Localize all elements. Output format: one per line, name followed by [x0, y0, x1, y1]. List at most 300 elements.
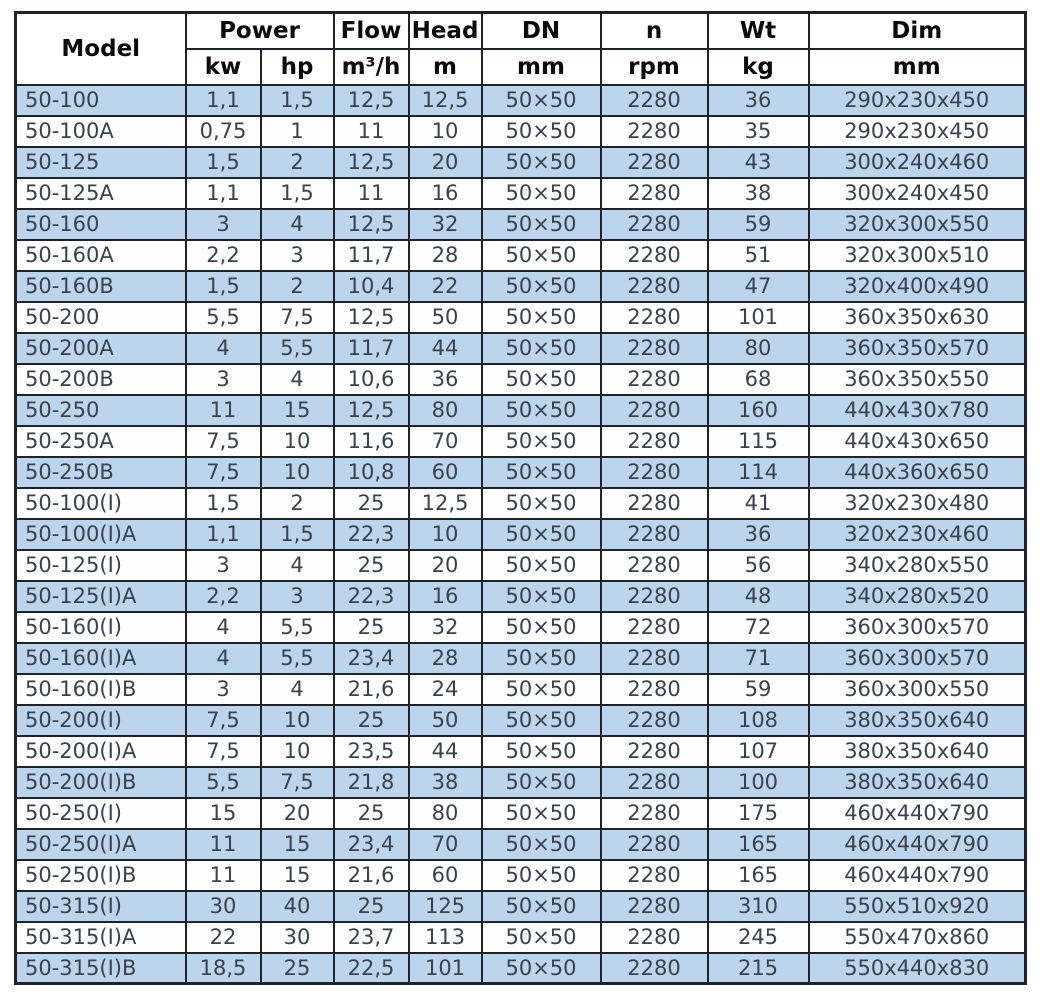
- dim-cell: 360x300x550: [809, 674, 1026, 705]
- power-hp-cell: 1: [261, 116, 334, 147]
- power-kw-cell: 1,1: [186, 519, 261, 550]
- model-cell: 50-250(I)B: [16, 860, 186, 891]
- power-kw-cell: 3: [186, 209, 261, 240]
- wt-cell: 47: [708, 271, 809, 302]
- rpm-cell: 2280: [601, 395, 708, 426]
- power-kw-cell: 2,2: [186, 581, 261, 612]
- table-row: [16, 302, 1026, 333]
- head-cell: 80: [409, 395, 482, 426]
- model-cell: 50-160(I)A: [16, 643, 186, 674]
- model-cell: 50-200A: [16, 333, 186, 364]
- power-hp-cell: 1,5: [261, 85, 334, 116]
- head-cell: 10: [409, 519, 482, 550]
- dn-cell: 50×50: [482, 767, 601, 798]
- flow-cell: 22,3: [334, 519, 409, 550]
- dim-cell: 550x470x860: [809, 922, 1026, 953]
- wt-cell: 114: [708, 457, 809, 488]
- head-cell: 24: [409, 674, 482, 705]
- head-cell: 22: [409, 271, 482, 302]
- table-header: [16, 13, 1026, 85]
- power-kw-cell: 5,5: [186, 767, 261, 798]
- col-header-n: n: [601, 13, 708, 49]
- head-cell: 60: [409, 457, 482, 488]
- rpm-cell: 2280: [601, 426, 708, 457]
- power-hp-cell: 2: [261, 271, 334, 302]
- power-kw-cell: 3: [186, 674, 261, 705]
- dn-cell: 50×50: [482, 488, 601, 519]
- rpm-cell: 2280: [601, 271, 708, 302]
- dim-cell: 550x510x920: [809, 891, 1026, 922]
- col-unit-flow: m³/h: [334, 49, 409, 85]
- power-hp-cell: 5,5: [261, 643, 334, 674]
- power-kw-cell: 22: [186, 922, 261, 953]
- power-hp-cell: 10: [261, 426, 334, 457]
- wt-cell: 245: [708, 922, 809, 953]
- col-header-power: Power: [186, 13, 334, 49]
- wt-cell: 71: [708, 643, 809, 674]
- model-cell: 50-250B: [16, 457, 186, 488]
- dim-cell: 440x430x650: [809, 426, 1026, 457]
- head-cell: 36: [409, 364, 482, 395]
- wt-cell: 175: [708, 798, 809, 829]
- table-row: [16, 426, 1026, 457]
- rpm-cell: 2280: [601, 209, 708, 240]
- table-row: [16, 178, 1026, 209]
- dim-cell: 340x280x550: [809, 550, 1026, 581]
- dim-cell: 290x230x450: [809, 116, 1026, 147]
- dn-cell: 50×50: [482, 178, 601, 209]
- table-row: [16, 85, 1026, 116]
- dn-cell: 50×50: [482, 85, 601, 116]
- power-kw-cell: 1,5: [186, 488, 261, 519]
- model-cell: 50-200(I)A: [16, 736, 186, 767]
- rpm-cell: 2280: [601, 364, 708, 395]
- power-kw-cell: 11: [186, 829, 261, 860]
- col-header-head: Head: [409, 13, 482, 49]
- power-kw-cell: 1,1: [186, 85, 261, 116]
- col-header-dim: Dim: [809, 13, 1026, 49]
- flow-cell: 25: [334, 798, 409, 829]
- wt-cell: 59: [708, 209, 809, 240]
- table-row: [16, 116, 1026, 147]
- head-cell: 70: [409, 829, 482, 860]
- flow-cell: 23,5: [334, 736, 409, 767]
- model-cell: 50-125: [16, 147, 186, 178]
- dn-cell: 50×50: [482, 829, 601, 860]
- dim-cell: 360x300x570: [809, 612, 1026, 643]
- flow-cell: 12,5: [334, 395, 409, 426]
- dim-cell: 320x230x460: [809, 519, 1026, 550]
- table-row: [16, 829, 1026, 860]
- flow-cell: 25: [334, 705, 409, 736]
- wt-cell: 72: [708, 612, 809, 643]
- power-kw-cell: 5,5: [186, 302, 261, 333]
- flow-cell: 11: [334, 178, 409, 209]
- wt-cell: 80: [708, 333, 809, 364]
- model-cell: 50-250(I)A: [16, 829, 186, 860]
- wt-cell: 215: [708, 953, 809, 984]
- rpm-cell: 2280: [601, 85, 708, 116]
- dn-cell: 50×50: [482, 674, 601, 705]
- model-cell: 50-160: [16, 209, 186, 240]
- flow-cell: 22,5: [334, 953, 409, 984]
- dn-cell: 50×50: [482, 581, 601, 612]
- dn-cell: 50×50: [482, 302, 601, 333]
- flow-cell: 23,7: [334, 922, 409, 953]
- model-cell: 50-160B: [16, 271, 186, 302]
- model-cell: 50-200(I): [16, 705, 186, 736]
- dim-cell: 380x350x640: [809, 767, 1026, 798]
- rpm-cell: 2280: [601, 674, 708, 705]
- wt-cell: 100: [708, 767, 809, 798]
- wt-cell: 310: [708, 891, 809, 922]
- power-kw-cell: 7,5: [186, 705, 261, 736]
- dn-cell: 50×50: [482, 953, 601, 984]
- rpm-cell: 2280: [601, 240, 708, 271]
- flow-cell: 12,5: [334, 209, 409, 240]
- model-cell: 50-200: [16, 302, 186, 333]
- dn-cell: 50×50: [482, 364, 601, 395]
- head-cell: 113: [409, 922, 482, 953]
- rpm-cell: 2280: [601, 302, 708, 333]
- wt-cell: 165: [708, 860, 809, 891]
- flow-cell: 23,4: [334, 643, 409, 674]
- power-hp-cell: 4: [261, 209, 334, 240]
- model-cell: 50-200(I)B: [16, 767, 186, 798]
- power-kw-cell: 4: [186, 643, 261, 674]
- table-row: [16, 240, 1026, 271]
- flow-cell: 10,8: [334, 457, 409, 488]
- wt-cell: 38: [708, 178, 809, 209]
- model-cell: 50-200B: [16, 364, 186, 395]
- wt-cell: 107: [708, 736, 809, 767]
- header-row-titles: [16, 13, 1026, 49]
- rpm-cell: 2280: [601, 550, 708, 581]
- wt-cell: 35: [708, 116, 809, 147]
- wt-cell: 59: [708, 674, 809, 705]
- head-cell: 10: [409, 116, 482, 147]
- rpm-cell: 2280: [601, 891, 708, 922]
- wt-cell: 115: [708, 426, 809, 457]
- dim-cell: 460x440x790: [809, 860, 1026, 891]
- rpm-cell: 2280: [601, 457, 708, 488]
- flow-cell: 25: [334, 550, 409, 581]
- head-cell: 20: [409, 147, 482, 178]
- flow-cell: 10,6: [334, 364, 409, 395]
- flow-cell: 11,7: [334, 240, 409, 271]
- flow-cell: 21,6: [334, 860, 409, 891]
- rpm-cell: 2280: [601, 643, 708, 674]
- power-hp-cell: 7,5: [261, 302, 334, 333]
- head-cell: 44: [409, 736, 482, 767]
- table-body: [16, 85, 1026, 984]
- wt-cell: 51: [708, 240, 809, 271]
- col-unit-head: m: [409, 49, 482, 85]
- flow-cell: 12,5: [334, 302, 409, 333]
- power-kw-cell: 30: [186, 891, 261, 922]
- dn-cell: 50×50: [482, 426, 601, 457]
- model-cell: 50-315(I)B: [16, 953, 186, 984]
- col-header-model: Model: [16, 13, 186, 85]
- col-header-wt: Wt: [708, 13, 809, 49]
- flow-cell: 11,6: [334, 426, 409, 457]
- dim-cell: 460x440x790: [809, 829, 1026, 860]
- head-cell: 44: [409, 333, 482, 364]
- power-hp-cell: 3: [261, 240, 334, 271]
- power-hp-cell: 2: [261, 488, 334, 519]
- power-kw-cell: 3: [186, 550, 261, 581]
- wt-cell: 36: [708, 519, 809, 550]
- power-kw-cell: 4: [186, 333, 261, 364]
- col-unit-hp: hp: [261, 49, 334, 85]
- dim-cell: 360x350x550: [809, 364, 1026, 395]
- head-cell: 70: [409, 426, 482, 457]
- dn-cell: 50×50: [482, 116, 601, 147]
- power-hp-cell: 4: [261, 550, 334, 581]
- dim-cell: 340x280x520: [809, 581, 1026, 612]
- power-kw-cell: 3: [186, 364, 261, 395]
- dim-cell: 380x350x640: [809, 736, 1026, 767]
- wt-cell: 68: [708, 364, 809, 395]
- head-cell: 101: [409, 953, 482, 984]
- head-cell: 28: [409, 240, 482, 271]
- table-row: [16, 612, 1026, 643]
- model-cell: 50-250(I): [16, 798, 186, 829]
- head-cell: 16: [409, 581, 482, 612]
- table-row: [16, 364, 1026, 395]
- power-kw-cell: 0,75: [186, 116, 261, 147]
- dim-cell: 320x400x490: [809, 271, 1026, 302]
- power-hp-cell: 1,5: [261, 178, 334, 209]
- wt-cell: 165: [708, 829, 809, 860]
- dn-cell: 50×50: [482, 798, 601, 829]
- table-row: [16, 736, 1026, 767]
- model-cell: 50-125(I): [16, 550, 186, 581]
- model-cell: 50-100(I): [16, 488, 186, 519]
- power-hp-cell: 25: [261, 953, 334, 984]
- model-cell: 50-100: [16, 85, 186, 116]
- flow-cell: 23,4: [334, 829, 409, 860]
- power-kw-cell: 7,5: [186, 736, 261, 767]
- wt-cell: 41: [708, 488, 809, 519]
- table-row: [16, 271, 1026, 302]
- power-kw-cell: 1,1: [186, 178, 261, 209]
- dn-cell: 50×50: [482, 736, 601, 767]
- head-cell: 60: [409, 860, 482, 891]
- rpm-cell: 2280: [601, 767, 708, 798]
- power-hp-cell: 5,5: [261, 612, 334, 643]
- power-hp-cell: 15: [261, 395, 334, 426]
- power-hp-cell: 10: [261, 705, 334, 736]
- table-row: [16, 333, 1026, 364]
- head-cell: 16: [409, 178, 482, 209]
- table-row: [16, 922, 1026, 953]
- head-cell: 20: [409, 550, 482, 581]
- flow-cell: 21,6: [334, 674, 409, 705]
- dim-cell: 320x300x510: [809, 240, 1026, 271]
- model-cell: 50-250A: [16, 426, 186, 457]
- dim-cell: 300x240x450: [809, 178, 1026, 209]
- table-row: [16, 488, 1026, 519]
- power-hp-cell: 2: [261, 147, 334, 178]
- dn-cell: 50×50: [482, 271, 601, 302]
- dn-cell: 50×50: [482, 891, 601, 922]
- wt-cell: 43: [708, 147, 809, 178]
- model-cell: 50-125(I)A: [16, 581, 186, 612]
- power-hp-cell: 1,5: [261, 519, 334, 550]
- power-hp-cell: 10: [261, 736, 334, 767]
- col-unit-dim: mm: [809, 49, 1026, 85]
- wt-cell: 101: [708, 302, 809, 333]
- flow-cell: 12,5: [334, 85, 409, 116]
- rpm-cell: 2280: [601, 736, 708, 767]
- wt-cell: 108: [708, 705, 809, 736]
- dim-cell: 300x240x460: [809, 147, 1026, 178]
- dim-cell: 320x300x550: [809, 209, 1026, 240]
- head-cell: 28: [409, 643, 482, 674]
- pump-spec-table: [14, 11, 1027, 985]
- rpm-cell: 2280: [601, 860, 708, 891]
- table-row: [16, 457, 1026, 488]
- dn-cell: 50×50: [482, 457, 601, 488]
- power-kw-cell: 4: [186, 612, 261, 643]
- power-kw-cell: 2,2: [186, 240, 261, 271]
- rpm-cell: 2280: [601, 581, 708, 612]
- dn-cell: 50×50: [482, 333, 601, 364]
- model-cell: 50-315(I)A: [16, 922, 186, 953]
- flow-cell: 22,3: [334, 581, 409, 612]
- table-row: [16, 953, 1026, 984]
- power-kw-cell: 1,5: [186, 147, 261, 178]
- flow-cell: 11: [334, 116, 409, 147]
- rpm-cell: 2280: [601, 798, 708, 829]
- head-cell: 125: [409, 891, 482, 922]
- col-unit-n: rpm: [601, 49, 708, 85]
- rpm-cell: 2280: [601, 488, 708, 519]
- flow-cell: 10,4: [334, 271, 409, 302]
- dn-cell: 50×50: [482, 395, 601, 426]
- table-row: [16, 550, 1026, 581]
- col-unit-dn: mm: [482, 49, 601, 85]
- power-hp-cell: 3: [261, 581, 334, 612]
- dim-cell: 320x230x480: [809, 488, 1026, 519]
- rpm-cell: 2280: [601, 953, 708, 984]
- rpm-cell: 2280: [601, 147, 708, 178]
- dim-cell: 360x350x630: [809, 302, 1026, 333]
- wt-cell: 56: [708, 550, 809, 581]
- head-cell: 32: [409, 209, 482, 240]
- head-cell: 50: [409, 302, 482, 333]
- power-hp-cell: 4: [261, 364, 334, 395]
- dn-cell: 50×50: [482, 705, 601, 736]
- table-row: [16, 395, 1026, 426]
- dn-cell: 50×50: [482, 612, 601, 643]
- model-cell: 50-160(I)B: [16, 674, 186, 705]
- table-row: [16, 798, 1026, 829]
- model-cell: 50-125A: [16, 178, 186, 209]
- power-kw-cell: 1,5: [186, 271, 261, 302]
- flow-cell: 21,8: [334, 767, 409, 798]
- dim-cell: 460x440x790: [809, 798, 1026, 829]
- table-row: [16, 147, 1026, 178]
- model-cell: 50-315(I): [16, 891, 186, 922]
- table-row: [16, 860, 1026, 891]
- power-hp-cell: 5,5: [261, 333, 334, 364]
- flow-cell: 25: [334, 891, 409, 922]
- head-cell: 12,5: [409, 85, 482, 116]
- rpm-cell: 2280: [601, 612, 708, 643]
- head-cell: 50: [409, 705, 482, 736]
- rpm-cell: 2280: [601, 922, 708, 953]
- power-kw-cell: 15: [186, 798, 261, 829]
- flow-cell: 11,7: [334, 333, 409, 364]
- dn-cell: 50×50: [482, 643, 601, 674]
- dim-cell: 360x350x570: [809, 333, 1026, 364]
- col-unit-kw: kw: [186, 49, 261, 85]
- wt-cell: 48: [708, 581, 809, 612]
- power-kw-cell: 7,5: [186, 426, 261, 457]
- power-hp-cell: 15: [261, 829, 334, 860]
- table-row: [16, 767, 1026, 798]
- col-unit-wt: kg: [708, 49, 809, 85]
- rpm-cell: 2280: [601, 178, 708, 209]
- col-header-flow: Flow: [334, 13, 409, 49]
- table-row: [16, 891, 1026, 922]
- model-cell: 50-250: [16, 395, 186, 426]
- table-row: [16, 705, 1026, 736]
- table-row: [16, 581, 1026, 612]
- head-cell: 80: [409, 798, 482, 829]
- dn-cell: 50×50: [482, 209, 601, 240]
- dim-cell: 440x360x650: [809, 457, 1026, 488]
- wt-cell: 160: [708, 395, 809, 426]
- flow-cell: 25: [334, 612, 409, 643]
- dn-cell: 50×50: [482, 860, 601, 891]
- dim-cell: 290x230x450: [809, 85, 1026, 116]
- rpm-cell: 2280: [601, 333, 708, 364]
- dim-cell: 550x440x830: [809, 953, 1026, 984]
- dn-cell: 50×50: [482, 922, 601, 953]
- dn-cell: 50×50: [482, 147, 601, 178]
- dim-cell: 380x350x640: [809, 705, 1026, 736]
- head-cell: 32: [409, 612, 482, 643]
- power-hp-cell: 20: [261, 798, 334, 829]
- model-cell: 50-160A: [16, 240, 186, 271]
- model-cell: 50-100(I)A: [16, 519, 186, 550]
- rpm-cell: 2280: [601, 829, 708, 860]
- flow-cell: 12,5: [334, 147, 409, 178]
- model-cell: 50-160(I): [16, 612, 186, 643]
- model-cell: 50-100A: [16, 116, 186, 147]
- table-row: [16, 674, 1026, 705]
- power-kw-cell: 11: [186, 395, 261, 426]
- power-hp-cell: 15: [261, 860, 334, 891]
- head-cell: 12,5: [409, 488, 482, 519]
- power-kw-cell: 18,5: [186, 953, 261, 984]
- power-hp-cell: 30: [261, 922, 334, 953]
- table-row: [16, 643, 1026, 674]
- rpm-cell: 2280: [601, 116, 708, 147]
- dn-cell: 50×50: [482, 550, 601, 581]
- rpm-cell: 2280: [601, 705, 708, 736]
- wt-cell: 36: [708, 85, 809, 116]
- power-hp-cell: 7,5: [261, 767, 334, 798]
- dn-cell: 50×50: [482, 519, 601, 550]
- dim-cell: 440x430x780: [809, 395, 1026, 426]
- dn-cell: 50×50: [482, 240, 601, 271]
- power-hp-cell: 40: [261, 891, 334, 922]
- head-cell: 38: [409, 767, 482, 798]
